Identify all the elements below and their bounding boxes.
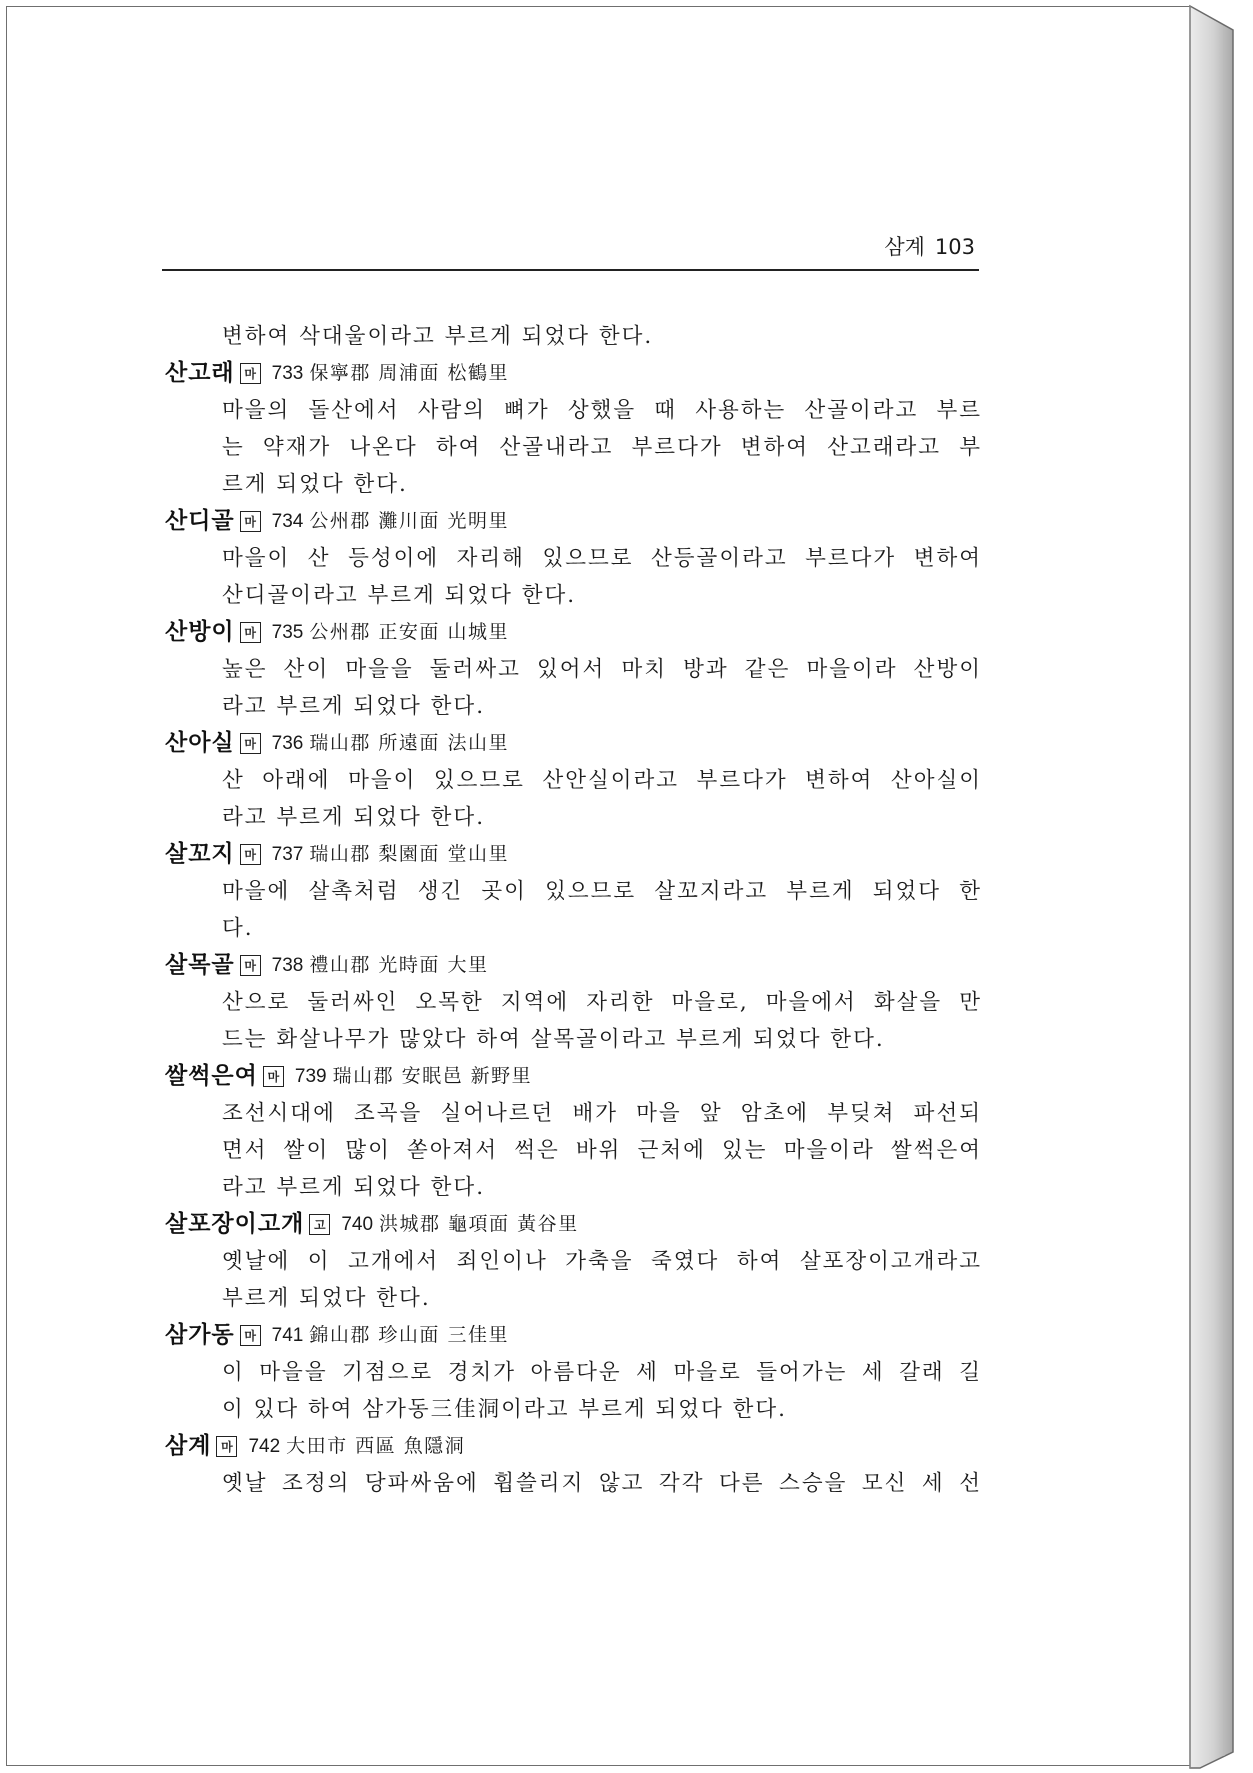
dictionary-entry xyxy=(165,947,982,1058)
entry-text-line: 조선시대에 조곡을 실어나르던 배가 마을 앞 암초에 부딪쳐 파선되 xyxy=(222,1101,982,1126)
entry-heading xyxy=(165,725,982,762)
entry-text-line: 마을의 돌산에서 사람의 뼈가 상했을 때 사용하는 산골이라고 부르 xyxy=(222,398,982,423)
entry-name: 삼계 xyxy=(165,1433,212,1459)
dictionary-entry xyxy=(165,725,982,836)
dictionary-entry xyxy=(165,1206,982,1317)
entry-number: 737 xyxy=(271,844,304,865)
dictionary-entry xyxy=(165,503,982,614)
entry-location: 瑞山郡 梨園面 堂山里 xyxy=(309,843,509,865)
dictionary-entry xyxy=(165,1428,982,1502)
entry-text-line: 르게 되었다 한다. xyxy=(222,472,408,497)
entry-text-line: 이 있다 하여 삼가동三佳洞이라고 부르게 되었다 한다. xyxy=(222,1397,787,1422)
category-marker: 마 xyxy=(240,622,261,643)
category-marker: 마 xyxy=(240,1325,261,1346)
running-head xyxy=(162,233,975,261)
entry-name: 살꼬지 xyxy=(165,841,235,867)
entry-text-line: 옛날 조정의 당파싸움에 휩쓸리지 않고 각각 다른 스승을 모신 세 선 xyxy=(222,1471,982,1496)
entry-text-line: 높은 산이 마을을 둘러싸고 있어서 마치 방과 같은 마을이라 산방이 xyxy=(222,657,982,682)
entry-number: 742 xyxy=(248,1436,281,1457)
category-marker: 고 xyxy=(309,1214,330,1235)
entry-location: 錦山郡 珍山面 三佳里 xyxy=(309,1324,509,1346)
entry-heading xyxy=(165,614,982,651)
category-marker: 마 xyxy=(240,363,261,384)
dictionary-entry xyxy=(165,836,982,947)
entry-number: 740 xyxy=(341,1214,374,1235)
dictionary-entry xyxy=(165,355,982,503)
category-marker: 마 xyxy=(240,955,261,976)
entry-heading xyxy=(165,503,982,540)
entry-heading xyxy=(165,1058,982,1095)
entry-text-line: 부르게 되었다 한다. xyxy=(222,1286,431,1311)
entry-text-line: 마을이 산 등성이에 자리해 있으므로 산등골이라고 부르다가 변하여 xyxy=(222,546,982,571)
category-marker: 마 xyxy=(216,1436,237,1457)
entry-name: 산고래 xyxy=(165,360,235,386)
entry-text-line: 라고 부르게 되었다 한다. xyxy=(222,805,486,830)
continuation-text-line: 변하여 삭대울이라고 부르게 되었다 한다. xyxy=(222,324,654,349)
entry-text-line: 는 약재가 나온다 하여 산골내라고 부르다가 변하여 산고래라고 부 xyxy=(222,435,982,460)
category-marker: 마 xyxy=(240,511,261,532)
entry-number: 739 xyxy=(294,1066,327,1087)
entry-number: 735 xyxy=(271,622,304,643)
entry-heading xyxy=(165,947,982,984)
entry-text-line: 산디골이라고 부르게 되었다 한다. xyxy=(222,583,577,608)
entry-name: 산아실 xyxy=(165,730,235,756)
entry-name: 살목골 xyxy=(165,952,235,978)
entry-number: 741 xyxy=(271,1325,304,1346)
page-body xyxy=(165,318,982,1502)
entry-location: 公州郡 正安面 山城里 xyxy=(309,621,509,643)
entry-location: 大田市 西區 魚隱洞 xyxy=(286,1435,466,1457)
entry-location: 公州郡 灘川面 光明里 xyxy=(309,510,509,532)
entry-number: 736 xyxy=(271,733,304,754)
running-head-title: 삼계 xyxy=(884,235,925,259)
entry-number: 734 xyxy=(271,511,304,532)
entry-name: 산방이 xyxy=(165,619,235,645)
dictionary-entry xyxy=(165,1058,982,1206)
entry-location: 禮山郡 光時面 大里 xyxy=(309,954,489,976)
entry-text-line: 이 마을을 기점으로 경치가 아름다운 세 마을로 들어가는 세 갈래 길 xyxy=(222,1360,982,1385)
entry-location: 保寧郡 周浦面 松鶴里 xyxy=(309,362,509,384)
entry-text-line: 다. xyxy=(222,916,254,941)
category-marker: 마 xyxy=(240,733,261,754)
page-stack-side xyxy=(1190,6,1233,1768)
entry-heading xyxy=(165,1428,982,1465)
category-marker: 마 xyxy=(263,1066,284,1087)
entry-text-line: 라고 부르게 되었다 한다. xyxy=(222,694,486,719)
page-number: 103 xyxy=(934,235,975,259)
entry-text-line: 면서 쌀이 많이 쏟아져서 썩은 바위 근처에 있는 마을이라 쌀썩은여 xyxy=(222,1138,982,1163)
entry-heading xyxy=(165,355,982,392)
entry-number: 738 xyxy=(271,955,304,976)
header-rule xyxy=(162,269,979,271)
entry-number: 733 xyxy=(271,363,304,384)
entry-text-line: 산 아래에 마을이 있으므로 산안실이라고 부르다가 변하여 산아실이 xyxy=(222,768,982,793)
entry-name: 삼가동 xyxy=(165,1322,235,1348)
entry-text-line: 옛날에 이 고개에서 죄인이나 가축을 죽였다 하여 살포장이고개라고 xyxy=(222,1249,982,1274)
entry-name: 살포장이고개 xyxy=(165,1211,305,1237)
entry-location: 瑞山郡 所遠面 法山里 xyxy=(309,732,509,754)
dictionary-entry xyxy=(165,1317,982,1428)
entry-location: 洪城郡 龜項面 黃谷里 xyxy=(379,1213,579,1235)
dictionary-entry xyxy=(165,614,982,725)
entry-heading xyxy=(165,1317,982,1354)
entry-name: 산디골 xyxy=(165,508,235,534)
category-marker: 마 xyxy=(240,844,261,865)
entry-text-line: 드는 화살나무가 많았다 하여 살목골이라고 부르게 되었다 한다. xyxy=(222,1027,885,1052)
entry-text-line: 마을에 살촉처럼 생긴 곳이 있으므로 살꼬지라고 부르게 되었다 한 xyxy=(222,879,982,904)
entry-heading xyxy=(165,1206,982,1243)
entry-text-line: 라고 부르게 되었다 한다. xyxy=(222,1175,486,1200)
entry-location: 瑞山郡 安眠邑 新野里 xyxy=(332,1065,533,1087)
entry-heading xyxy=(165,836,982,873)
entry-name: 쌀썩은여 xyxy=(165,1063,258,1089)
entry-text-line: 산으로 둘러싸인 오목한 지역에 자리한 마을로, 마을에서 화살을 만 xyxy=(222,990,982,1015)
